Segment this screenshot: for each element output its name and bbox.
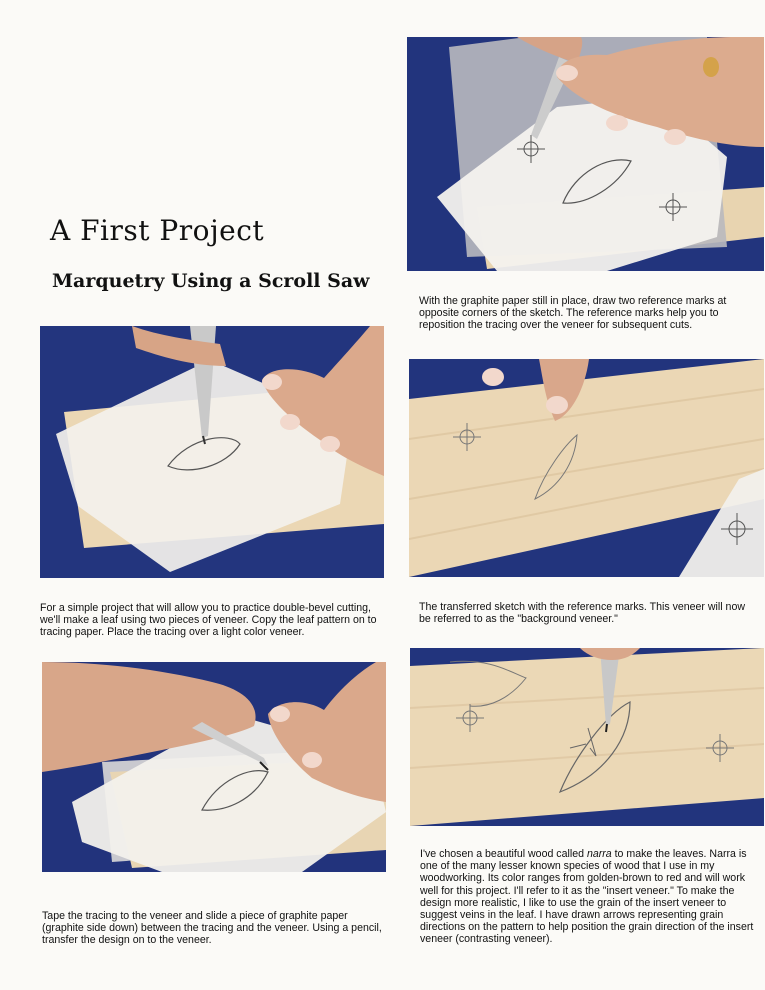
caption-transfer-design: Tape the tracing to the veneer and slide a piece of graphite paper (graphite side down) between the tracing and the veneer. Using a pencil, transfer the design on to the veneer. xyxy=(42,910,382,947)
caption-background-veneer: The transferred sketch with the reference marks. This veneer will now be referred to as the "background veneer." xyxy=(419,601,745,626)
photo-insert-veneer xyxy=(410,648,764,826)
photo-tracing-over-veneer xyxy=(40,326,384,578)
caption-insert-veneer xyxy=(420,848,760,946)
photo-reference-marks xyxy=(407,37,764,271)
page-title: A First Project xyxy=(50,214,265,247)
caption-insert-veneer-text-after: to make the leaves. Narra is one of the many lesser known species of wood that I use in my woodworking. Its color ranges from golden-brown to red and will work well for this project. I'll refer to it as the "insert veneer." To make the design more realistic, I like to use the grain of the insert veneer to suggest veins in the leaf. I have drawn arrows representing grain directions on the pattern to help position the grain direction of the insert veneer (contrasting veneer). xyxy=(420,848,754,946)
photo-background-veneer xyxy=(409,359,764,577)
caption-insert-veneer-text-before: I've chosen a beautiful wood called xyxy=(420,848,587,860)
photo-transfer-design xyxy=(42,662,386,872)
caption-reference-marks: With the graphite paper still in place, draw two reference marks at opposite corners of the sketch. The reference marks help you to reposition the tracing over the veneer for subsequent cuts. xyxy=(419,295,727,332)
caption-tracing-over-veneer: For a simple project that will allow you to practice double-bevel cutting, we'll make a leaf using two pieces of veneer. Copy the leaf pattern on to tracing paper. Place the tracing over a light color veneer. xyxy=(40,602,377,639)
page-subtitle: Marquetry Using a Scroll Saw xyxy=(52,270,370,292)
caption-insert-veneer-emphasis: narra xyxy=(586,848,612,860)
